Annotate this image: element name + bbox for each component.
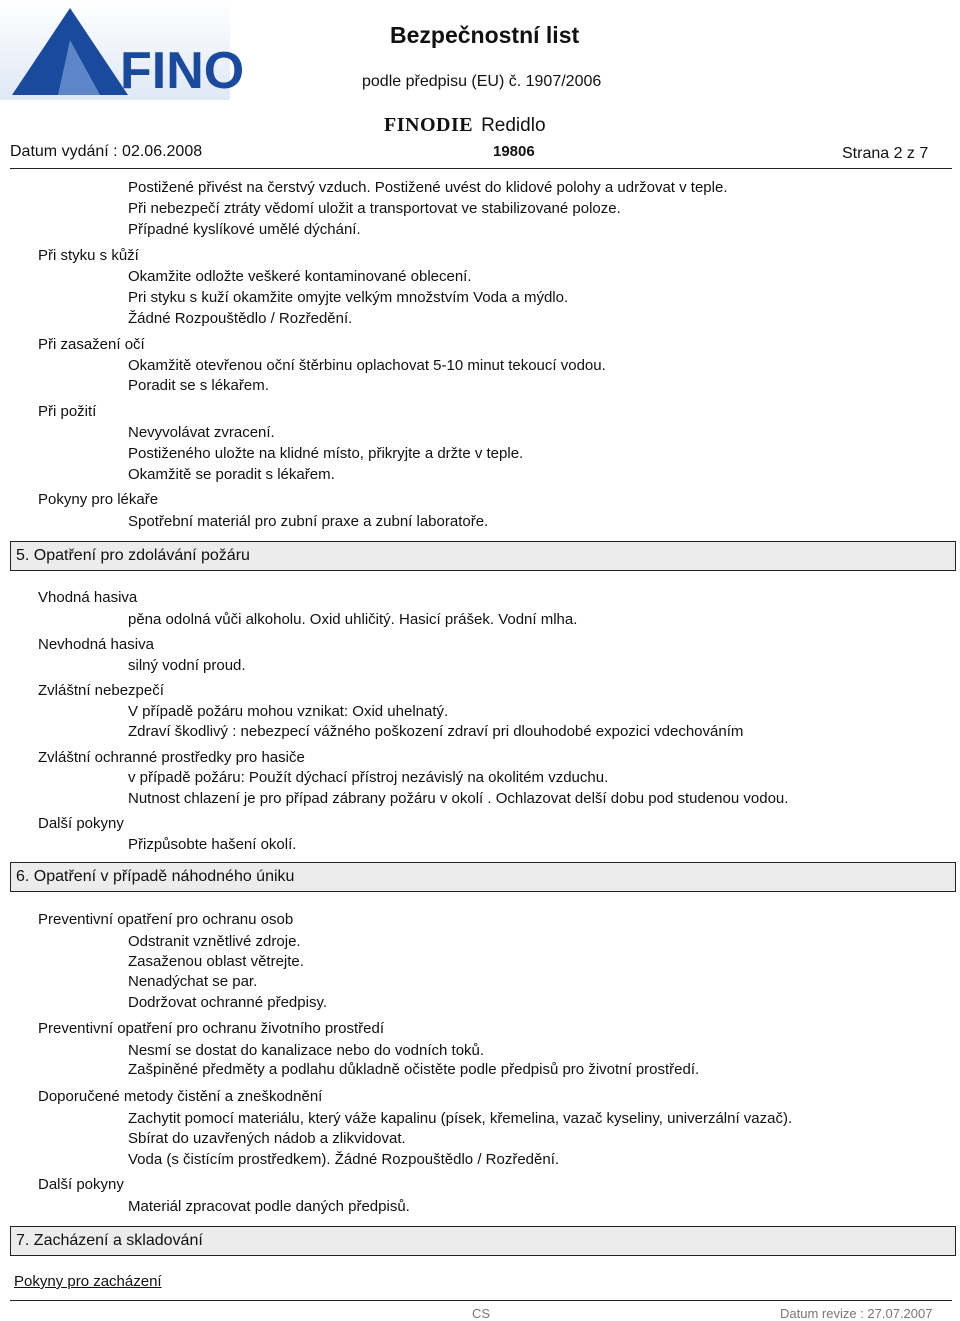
suitable-extinguishing-label: Vhodná hasiva bbox=[38, 589, 138, 606]
cleanup-methods-label: Doporučené metody čistění a zneškodnění bbox=[38, 1088, 323, 1105]
page-number: Strana 2 z 7 bbox=[842, 145, 929, 162]
cleanup-methods-line: Voda (s čistícím prostředkem). Žádné Rozpouštědlo / Rozředění. bbox=[128, 1151, 560, 1168]
company-logo bbox=[0, 0, 245, 100]
unsuitable-extinguishing-label: Nevhodná hasiva bbox=[38, 636, 154, 653]
environmental-precautions-line: Zašpiněné předměty a podlahu důkladně očistěte podle předpisů pro životní prostředí. bbox=[128, 1061, 700, 1078]
inhalation-line: Postižené přivést na čerstvý vzduch. Postižené uvést do klidové polohy a udržovat v teple. bbox=[128, 179, 728, 196]
release-further-line: Materiál zpracovat podle daných předpisů. bbox=[128, 1198, 410, 1215]
footer-divider bbox=[10, 1300, 952, 1301]
header-divider bbox=[10, 168, 952, 169]
skin-contact-label: Při styku s kůží bbox=[38, 247, 139, 264]
product-code: 19806 bbox=[493, 143, 535, 160]
special-hazards-line: V případě požáru mohou vznikat: Oxid uhelnatý. bbox=[128, 703, 449, 720]
logo-wordmark: FINO bbox=[120, 42, 245, 100]
cleanup-methods-line: Sbírat do uzavřených nádob a zlikvidovat. bbox=[128, 1130, 406, 1147]
firefighter-protection-label: Zvláštní ochranné prostředky pro hasiče bbox=[38, 749, 305, 766]
fire-further-label: Další pokyny bbox=[38, 815, 124, 832]
ingestion-line: Nevyvolávat zvracení. bbox=[128, 424, 275, 441]
inhalation-line: Případné kyslíkové umělé dýchání. bbox=[128, 221, 361, 238]
doctor-notes-label: Pokyny pro lékaře bbox=[38, 491, 159, 508]
firefighter-protection-line: v případě požáru: Použít dýchací přístroj nezávislý na okolitém vzduchu. bbox=[128, 769, 609, 786]
issue-date: Datum vydání : 02.06.2008 bbox=[10, 143, 203, 160]
inhalation-line: Při nebezpečí ztráty vědomí uložit a transportovat ve stabilizované poloze. bbox=[128, 200, 621, 217]
skin-contact-line: Pri styku s kuží okamžite omyjte velkým množstvím Voda a mýdlo. bbox=[128, 289, 569, 306]
special-hazards-label: Zvláštní nebezpečí bbox=[38, 682, 164, 699]
product-name: Redidlo bbox=[481, 115, 546, 136]
section-heading-7: 7. Zacházení a skladování bbox=[10, 1226, 956, 1256]
handling-instructions-label: Pokyny pro zacházení bbox=[14, 1273, 162, 1290]
fire-further-line: Přizpůsobte hašení okolí. bbox=[128, 836, 297, 853]
skin-contact-line: Žádné Rozpouštědlo / Rozředění. bbox=[128, 310, 353, 327]
ingestion-label: Při požití bbox=[38, 403, 97, 420]
eye-contact-label: Při zasažení očí bbox=[38, 336, 145, 353]
special-hazards-line: Zdraví škodlivý : nebezpecí vážného poškození zdraví pri dlouhodobé expozici vdechováním bbox=[128, 723, 744, 740]
personal-precautions-line: Zasaženou oblast větrejte. bbox=[128, 953, 304, 970]
environmental-precautions-line: Nesmí se dostat do kanalizace nebo do vodních toků. bbox=[128, 1042, 485, 1059]
regulation-reference: podle předpisu (EU) č. 1907/2006 bbox=[362, 73, 602, 90]
product-brand: FINODIE bbox=[384, 114, 474, 136]
ingestion-line: Okamžitě se poradit s lékařem. bbox=[128, 466, 335, 483]
release-further-label: Další pokyny bbox=[38, 1176, 124, 1193]
suitable-extinguishing-line: pěna odolná vůči alkoholu. Oxid uhličitý. Hasicí prášek. Vodní mlha. bbox=[128, 611, 578, 628]
footer-language: CS bbox=[472, 1306, 491, 1321]
unsuitable-extinguishing-line: silný vodní proud. bbox=[128, 657, 246, 674]
personal-precautions-line: Nenadýchat se par. bbox=[128, 973, 258, 990]
section-heading-6: 6. Opatření v případě náhodného úniku bbox=[10, 862, 956, 892]
skin-contact-line: Okamžite odložte veškeré kontaminované oblecení. bbox=[128, 268, 472, 285]
personal-precautions-line: Odstranit vznětlivé zdroje. bbox=[128, 933, 301, 950]
personal-precautions-line: Dodržovat ochranné předpisy. bbox=[128, 994, 327, 1011]
footer-revision-date: Datum revize : 27.07.2007 bbox=[780, 1306, 933, 1321]
cleanup-methods-line: Zachytit pomocí materiálu, který váže kapalinu (písek, křemelina, vazač kyseliny, univerzální vazač). bbox=[128, 1110, 793, 1127]
eye-contact-line: Okamžitě otevřenou oční štěrbinu oplachovat 5-10 minut tekoucí vodou. bbox=[128, 357, 606, 374]
personal-precautions-label: Preventivní opatření pro ochranu osob bbox=[38, 911, 294, 928]
environmental-precautions-label: Preventivní opatření pro ochranu životního prostředí bbox=[38, 1020, 385, 1037]
product-name-line bbox=[384, 114, 546, 137]
doctor-notes-line: Spotřební materiál pro zubní praxe a zubní laboratoře. bbox=[128, 513, 489, 530]
eye-contact-line: Poradit se s lékařem. bbox=[128, 377, 269, 394]
ingestion-line: Postiženého uložte na klidné místo, přikryjte a držte v teple. bbox=[128, 445, 524, 462]
document-title: Bezpečnostní list bbox=[390, 22, 580, 48]
section-heading-5: 5. Opatření pro zdolávání požáru bbox=[10, 541, 956, 571]
firefighter-protection-line: Nutnost chlazení je pro případ zábrany požáru v okolí . Ochlazovat delší dobu pod studenou vodou. bbox=[128, 790, 789, 807]
